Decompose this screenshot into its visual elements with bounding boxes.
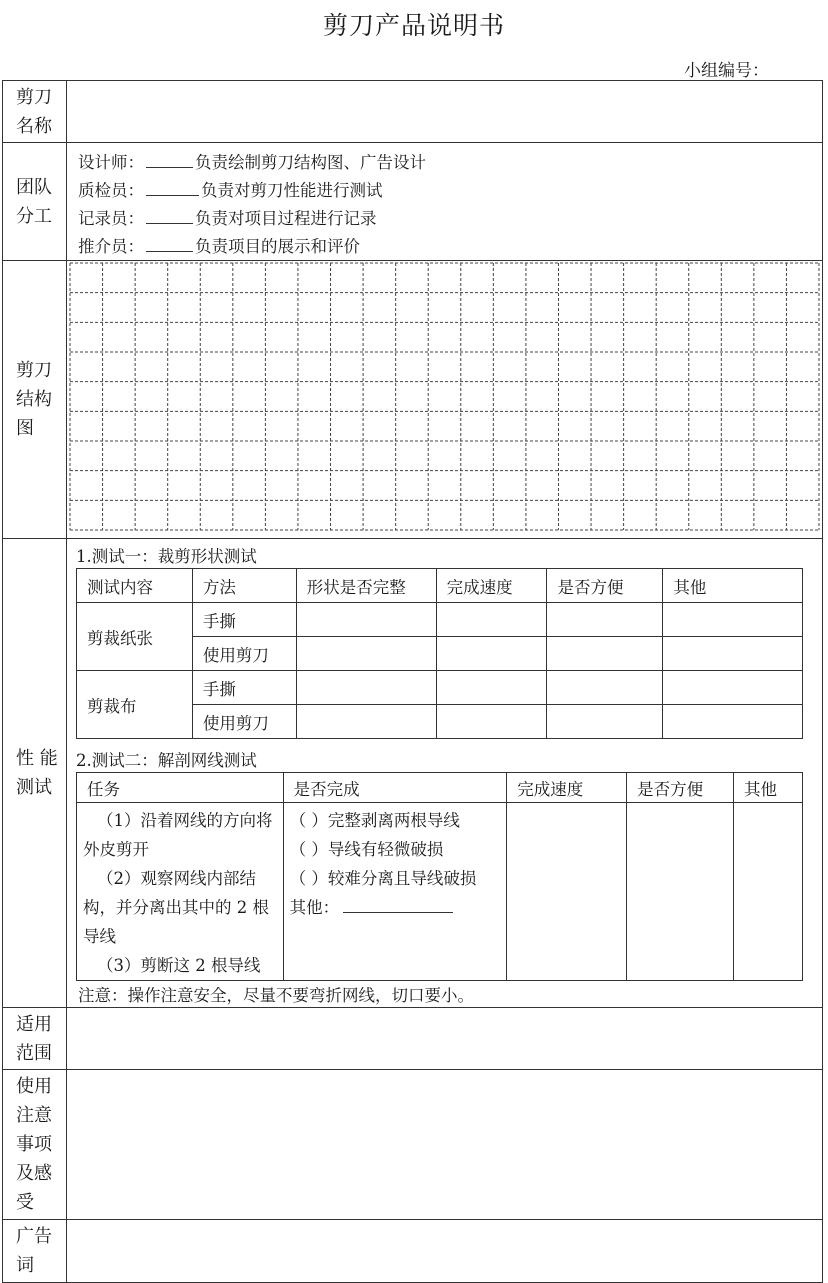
method-cell: 使用剪刀 [192, 705, 296, 739]
test2-table [76, 772, 803, 981]
label-line: 测试 [16, 777, 52, 798]
label-line: 分工 [16, 205, 52, 227]
role-name: 质检员： [78, 181, 144, 200]
label-line: 剪刀 [16, 86, 52, 108]
other-label: 其他： [289, 898, 340, 917]
label-line: 名称 [16, 115, 52, 137]
table-header-row [77, 569, 803, 603]
answer-cell[interactable] [547, 671, 663, 705]
performance-tests [67, 539, 822, 1007]
label-line: 广告 [16, 1226, 52, 1247]
answer-cell[interactable] [436, 637, 547, 671]
answer-cell[interactable] [663, 705, 803, 739]
label-line: 结构 [16, 389, 52, 410]
diagram-grid-area[interactable] [67, 261, 822, 538]
label-line: 团队 [16, 176, 52, 198]
test2-title: 2.测试二：解剖网线测试 [76, 751, 257, 770]
task-item: （1）沿着网线的方向将外皮剪开 [83, 811, 273, 859]
header-cell: 其他 [734, 773, 803, 803]
test1-title: 1.测试一：裁剪形状测试 [76, 547, 257, 566]
role-line-designer [78, 149, 426, 173]
test1-table [76, 568, 803, 739]
role-blank[interactable] [146, 182, 199, 196]
answer-cell[interactable] [627, 803, 734, 981]
role-blank[interactable] [146, 210, 193, 224]
role-blank[interactable] [146, 154, 193, 168]
header-cell: 是否方便 [627, 773, 734, 803]
task-list-cell [77, 803, 284, 981]
row-slogan [3, 1220, 822, 1282]
answer-cell[interactable] [507, 803, 627, 981]
page-title: 剪刀产品说明书 [322, 11, 505, 40]
answer-cell[interactable] [296, 705, 436, 739]
table-row [77, 803, 803, 981]
role-name: 设计师： [78, 153, 144, 172]
task-item: （3）剪断这 2 根导线 [97, 956, 261, 975]
row-scissors-name [3, 81, 822, 143]
role-name: 推介员： [78, 237, 144, 256]
row-label [3, 143, 67, 260]
method-cell: 手撕 [192, 603, 296, 637]
other-blank[interactable] [343, 897, 453, 913]
row-label [3, 539, 67, 1007]
row-label [3, 261, 67, 538]
answer-cell[interactable] [663, 603, 803, 637]
row-applicable-scope [3, 1008, 822, 1070]
role-line-inspector [78, 177, 383, 201]
header-cell: 是否方便 [547, 569, 663, 603]
role-duty: 负责对项目过程进行记录 [195, 209, 377, 228]
answer-cell[interactable] [436, 603, 547, 637]
role-line-presenter [78, 233, 360, 257]
answer-cell[interactable] [547, 603, 663, 637]
completion-option[interactable]: （ ）较难分离且导线破损 [289, 869, 477, 888]
label-line: 范围 [16, 1042, 52, 1064]
label-line: 使用 [16, 1076, 52, 1097]
safety-note: 注意：操作注意安全，尽量不要弯折网线，切口要小。 [78, 986, 474, 1005]
completion-option[interactable]: （ ）完整剥离两根导线 [289, 811, 460, 830]
header-cell: 完成速度 [507, 773, 627, 803]
role-duty: 负责绘制剪刀结构图、广告设计 [195, 153, 426, 172]
table-row [77, 603, 803, 637]
label-line: 图 [16, 418, 34, 439]
header-cell: 其他 [663, 569, 803, 603]
completion-option[interactable]: （ ）导线有轻微破损 [289, 840, 444, 859]
row-label [3, 1220, 67, 1282]
other-line [290, 893, 503, 922]
method-cell: 使用剪刀 [192, 637, 296, 671]
role-name: 记录员： [78, 209, 144, 228]
label-line: 剪刀 [16, 360, 52, 381]
label-line: 性 能 [16, 748, 58, 769]
table-header-row [77, 773, 803, 803]
answer-cell[interactable] [663, 671, 803, 705]
label-line: 适用 [16, 1013, 52, 1035]
answer-cell[interactable] [547, 637, 663, 671]
scissors-name-field[interactable] [67, 81, 822, 142]
role-duty: 负责对剪刀性能进行测试 [201, 181, 383, 200]
usage-notes-field[interactable] [67, 1070, 822, 1219]
group-number-label: 小组编号： [684, 61, 769, 81]
team-roles [67, 143, 822, 260]
answer-cell[interactable] [436, 705, 547, 739]
answer-cell[interactable] [296, 637, 436, 671]
test-item-cell: 剪裁纸张 [77, 603, 193, 671]
header-cell: 方法 [192, 569, 296, 603]
answer-cell[interactable] [296, 671, 436, 705]
scope-field[interactable] [67, 1008, 822, 1069]
header-cell: 任务 [77, 773, 284, 803]
task-item: （2）观察网线内部结构，并分离出其中的 2 根导线 [83, 869, 269, 946]
answer-cell[interactable] [296, 603, 436, 637]
spec-form [2, 80, 823, 1283]
header-cell: 测试内容 [77, 569, 193, 603]
row-usage-notes [3, 1070, 822, 1220]
role-duty: 负责项目的展示和评价 [195, 237, 360, 256]
row-label [3, 1070, 67, 1219]
table-row [77, 671, 803, 705]
answer-cell[interactable] [547, 705, 663, 739]
label-line: 及感 [16, 1163, 52, 1184]
row-label [3, 1008, 67, 1069]
header-cell: 完成速度 [436, 569, 547, 603]
answer-cell[interactable] [436, 671, 547, 705]
row-performance-test [3, 539, 822, 1008]
header-cell: 是否完成 [283, 773, 507, 803]
role-blank[interactable] [146, 238, 193, 252]
label-line: 事项 [16, 1134, 52, 1155]
completion-options-cell [283, 803, 507, 981]
drawing-grid [67, 261, 822, 538]
test-item-cell: 剪裁布 [77, 671, 193, 739]
header-cell: 形状是否完整 [296, 569, 436, 603]
slogan-field[interactable] [67, 1220, 822, 1282]
label-line: 受 [16, 1192, 34, 1213]
row-structure-diagram [3, 261, 822, 539]
label-line: 注意 [16, 1105, 52, 1126]
row-label [3, 81, 67, 142]
method-cell: 手撕 [192, 671, 296, 705]
label-line: 词 [16, 1255, 34, 1276]
row-team-roles [3, 143, 822, 261]
answer-cell[interactable] [734, 803, 803, 981]
role-line-recorder [78, 205, 377, 229]
answer-cell[interactable] [663, 637, 803, 671]
